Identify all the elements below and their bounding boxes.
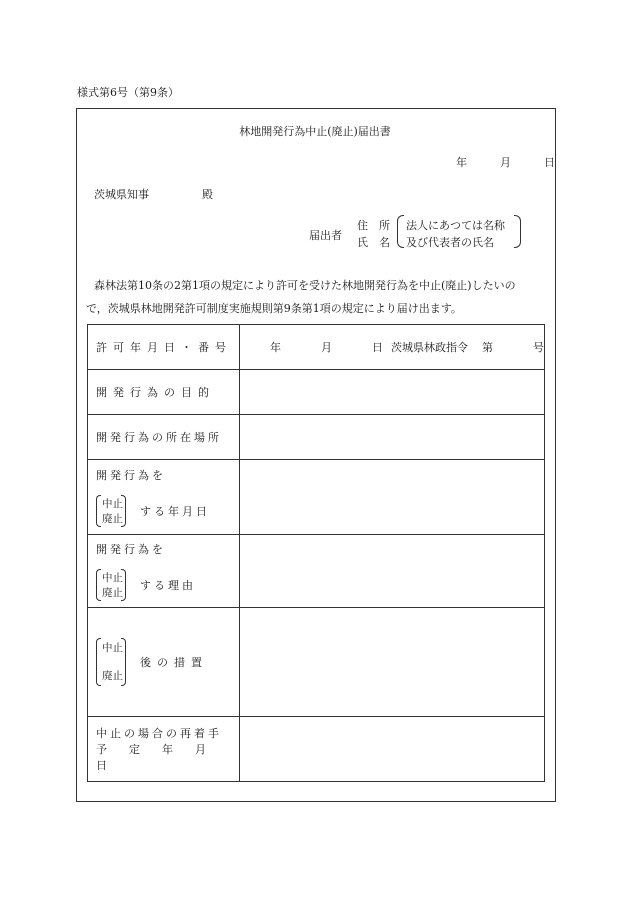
addressee (94, 186, 213, 202)
label-purpose: 開発行為の目的 (88, 370, 240, 415)
permit-day: 日 (372, 341, 383, 354)
address-label: 住 所 (357, 219, 390, 232)
note-line-2: 及び代表者の氏名 (406, 236, 494, 249)
permit-number-prefix: 第 (482, 341, 493, 354)
form-number: 様式第6号（第9条） (77, 86, 179, 99)
date-month: 月 (500, 156, 511, 169)
value-purpose[interactable] (240, 370, 545, 415)
details-table (87, 324, 545, 782)
value-permit-date-number[interactable] (240, 325, 545, 370)
name-label: 氏 名 (357, 236, 390, 249)
stop-abolish-bracket: 中止 廃止 (96, 638, 126, 686)
label-restart-date: 中止の場合の再着手 予定年月日 (88, 717, 240, 782)
left-bracket (397, 215, 404, 248)
document-title: 林地開発行為中止(廃止)届出書 (239, 125, 391, 138)
notifier-label: 届出者 (309, 229, 342, 242)
value-stop-date[interactable] (240, 460, 545, 535)
permit-number-suffix: 号 (533, 341, 544, 354)
permit-month: 月 (321, 341, 332, 354)
label-location: 開発行為の所在場所 (88, 415, 240, 460)
permit-office: 茨城県林政指令 (391, 341, 468, 354)
value-stop-reason[interactable] (240, 535, 545, 608)
label-stop-reason: 開発行為を 中止 廃止 する理由 (88, 535, 240, 608)
body-paragraph (86, 274, 548, 320)
label-stop-date: 開発行為を 中止 廃止 する年月日 (88, 460, 240, 535)
date-year: 年 (456, 156, 467, 169)
value-restart-date[interactable] (240, 717, 545, 782)
value-location[interactable] (240, 415, 545, 460)
right-bracket (514, 215, 521, 248)
stop-abolish-bracket: 中止 廃止 (96, 569, 126, 601)
addressee-honorific: 殿 (202, 188, 213, 201)
label-permit-date-number: 許可年月日・番号 (88, 325, 240, 370)
permit-year: 年 (270, 341, 281, 354)
table-row (88, 608, 545, 717)
label-after-measures: 中止 廃止 後の措置 (88, 608, 240, 717)
table-row (88, 415, 545, 460)
date-day: 日 (544, 156, 555, 169)
note-line-1: 法人にあつては名称 (406, 219, 505, 232)
value-after-measures[interactable] (240, 608, 545, 717)
filing-date (456, 154, 555, 170)
body-line-2: で，茨城県林地開発許可制度実施規則第9条第1項の規定により届け出ます。 (86, 302, 462, 315)
table-row (88, 370, 545, 415)
table-row (88, 460, 545, 535)
stop-abolish-bracket: 中止 廃止 (96, 495, 126, 527)
notifier-note (397, 214, 521, 248)
body-line-1: 森林法第10条の2第1項の規定により許可を受けた林地開発行為を中止(廃止)したいの (94, 279, 516, 292)
table-row (88, 325, 545, 370)
addressee-name: 茨城県知事 (94, 188, 149, 201)
table-row (88, 717, 545, 782)
table-row (88, 535, 545, 608)
